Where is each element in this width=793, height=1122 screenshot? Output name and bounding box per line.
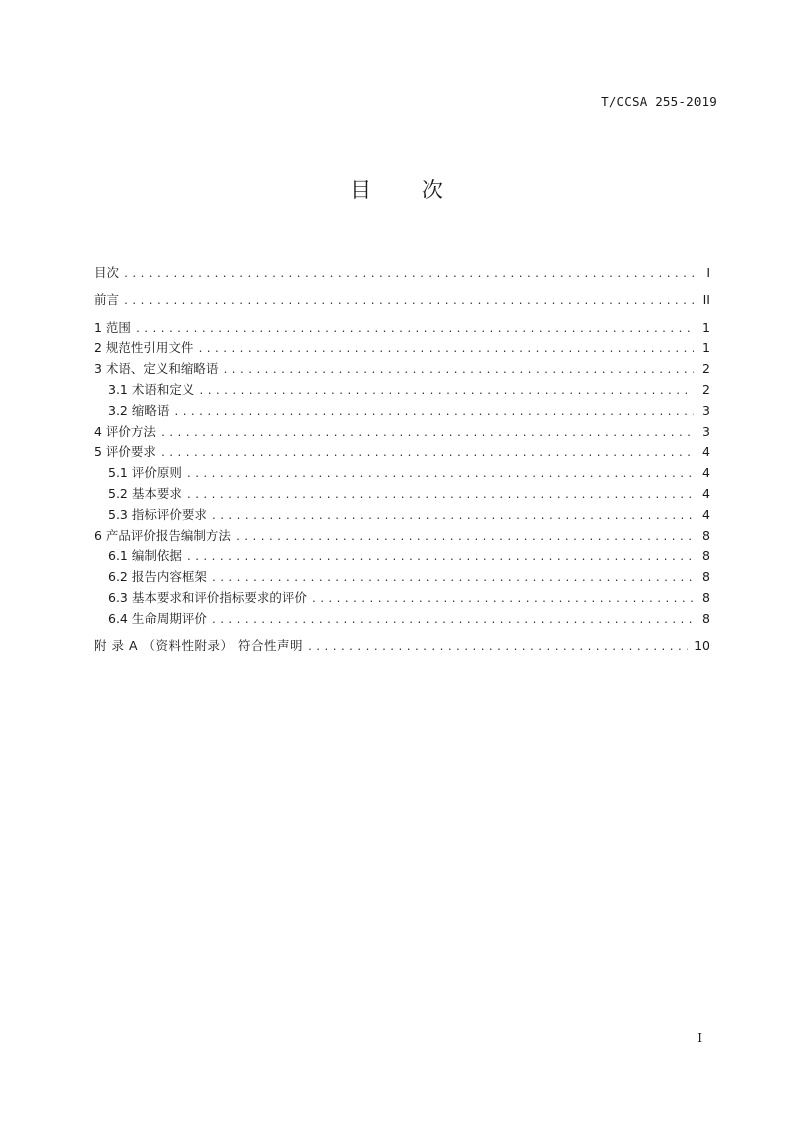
toc-entry-page: 1 xyxy=(702,319,710,335)
toc-entry-label: 目次 xyxy=(94,265,120,280)
toc-entry-lifecycle-evaluation[interactable] xyxy=(94,609,710,630)
toc-leader-dots xyxy=(186,465,694,486)
toc-entry-requirements-evaluation[interactable] xyxy=(94,588,710,609)
toc-entry-page: 8 xyxy=(702,589,710,605)
toc-entry-label: 6.3 基本要求和评价指标要求的评价 xyxy=(108,589,307,605)
toc-entry-terms-definitions[interactable] xyxy=(94,380,710,401)
toc-leader-dots xyxy=(135,320,694,341)
table-of-contents xyxy=(94,263,710,656)
toc-entry-label: 3.2 缩略语 xyxy=(108,402,170,418)
toc-entry-label: 5.1 评价原则 xyxy=(108,465,182,481)
toc-entry-label: 6.4 生命周期评价 xyxy=(108,610,207,626)
toc-entry-page: 4 xyxy=(702,465,710,481)
toc-entry-page: 8 xyxy=(702,548,710,564)
toc-entry-normative-references[interactable] xyxy=(94,338,710,359)
toc-entry-abbreviations[interactable] xyxy=(94,401,710,422)
toc-entry-label: 5.2 基本要求 xyxy=(108,485,182,501)
toc-leader-dots xyxy=(211,569,694,590)
toc-entry-label: 5.3 指标评价要求 xyxy=(108,506,207,522)
toc-entry-compilation-basis[interactable] xyxy=(94,546,710,567)
toc-entry-label: 前言 xyxy=(94,292,120,308)
toc-entry-page: 10 xyxy=(694,637,710,653)
toc-entry-terms[interactable] xyxy=(94,359,710,380)
toc-entry-label: 6.2 报告内容框架 xyxy=(108,569,207,585)
toc-entry-page: 8 xyxy=(702,527,710,543)
toc-entry-label: 6.1 编制依据 xyxy=(108,548,182,564)
toc-leader-dots xyxy=(173,403,694,424)
toc-entry-page: 8 xyxy=(702,610,710,626)
toc-entry-label: 4 评价方法 xyxy=(94,423,156,439)
page-title: 目 次 xyxy=(350,178,465,202)
toc-entry-label: 2 规范性引用文件 xyxy=(94,340,194,356)
toc-leader-dots xyxy=(160,444,694,465)
toc-entry-evaluation-method[interactable] xyxy=(94,422,710,443)
toc-entry-page: II xyxy=(702,292,710,308)
toc-leader-dots xyxy=(123,292,694,313)
toc-entry-evaluation-requirements[interactable] xyxy=(94,442,710,463)
toc-leader-dots xyxy=(222,361,694,382)
toc-leader-dots xyxy=(235,528,694,549)
toc-leader-dots xyxy=(197,340,694,361)
toc-leader-dots xyxy=(211,507,694,528)
toc-leader-dots xyxy=(211,611,694,632)
toc-leader-dots xyxy=(198,382,694,403)
toc-entry-label: 3 术语、定义和缩略语 xyxy=(94,361,219,377)
toc-entry-page: 1 xyxy=(702,340,710,356)
toc-leader-dots xyxy=(186,486,694,507)
toc-entry-page: 8 xyxy=(702,569,710,585)
toc-entry-report-method[interactable] xyxy=(94,526,710,547)
toc-entry-indicator-requirements[interactable] xyxy=(94,505,710,526)
toc-leader-dots xyxy=(311,590,694,611)
toc-entry-contents[interactable] xyxy=(94,263,710,284)
toc-entry-report-framework[interactable] xyxy=(94,567,710,588)
page-number: I xyxy=(697,1031,702,1045)
toc-entry-label: 6 产品评价报告编制方法 xyxy=(94,527,231,543)
toc-entry-page: I xyxy=(706,265,710,280)
toc-entry-page: 4 xyxy=(702,506,710,522)
toc-entry-basic-requirements[interactable] xyxy=(94,484,710,505)
toc-entry-page: 2 xyxy=(702,361,710,377)
toc-entry-label: 1 范围 xyxy=(94,319,131,335)
toc-leader-dots xyxy=(160,424,694,445)
document-code: T/CCSA 255-2019 xyxy=(601,94,717,109)
toc-entry-evaluation-principles[interactable] xyxy=(94,463,710,484)
toc-entry-appendix-a[interactable] xyxy=(94,636,710,657)
toc-entry-page: 4 xyxy=(702,444,710,460)
toc-leader-dots xyxy=(307,638,688,659)
toc-entry-label: 附 录 A （资料性附录） 符合性声明 xyxy=(94,637,303,653)
toc-entry-page: 2 xyxy=(702,381,710,397)
toc-entry-label: 3.1 术语和定义 xyxy=(108,381,195,397)
toc-entry-page: 3 xyxy=(702,402,710,418)
toc-entry-page: 3 xyxy=(702,423,710,439)
toc-entry-label: 5 评价要求 xyxy=(94,444,156,460)
toc-entry-scope[interactable] xyxy=(94,318,710,339)
toc-entry-page: 4 xyxy=(702,485,710,501)
toc-entry-foreword[interactable] xyxy=(94,290,710,311)
toc-leader-dots xyxy=(186,548,694,569)
toc-leader-dots xyxy=(123,265,694,286)
